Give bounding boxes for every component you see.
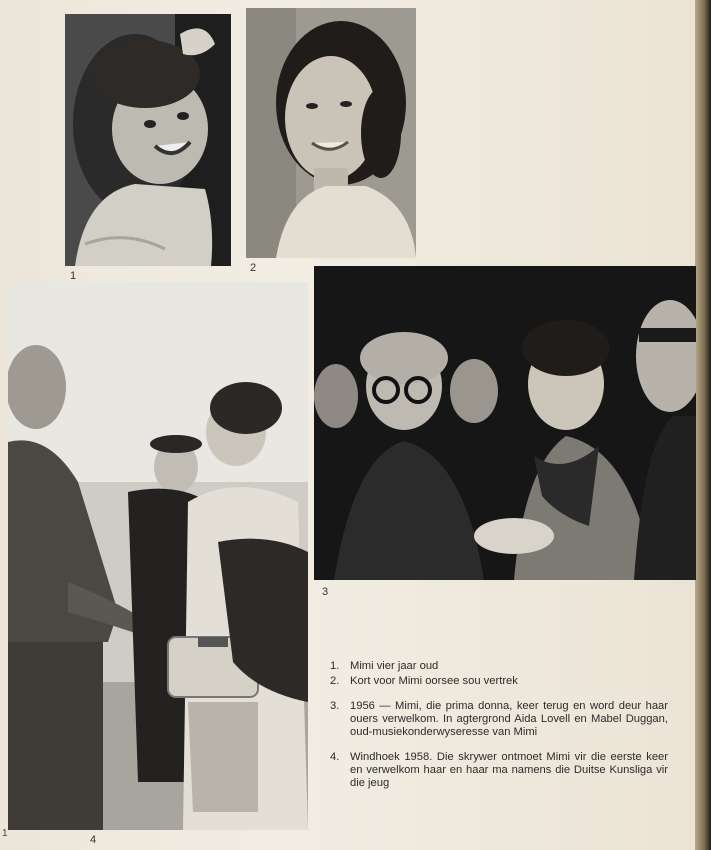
photo-woman-portrait — [246, 8, 416, 258]
book-spine — [695, 0, 711, 850]
photo-child — [65, 14, 231, 266]
figure-number-3: 3 — [322, 586, 329, 598]
photo-airport-greeting — [8, 282, 308, 830]
caption-list — [330, 660, 668, 792]
caption-text: Windhoek 1958. Die skrywer ontmoet Mimi vir die eerste keer en verwelkom haar en haar ma namens die Duitse Kunsliga vir die jeug — [350, 751, 668, 789]
figure-number-2: 2 — [250, 262, 257, 274]
caption-text: 1956 — Mimi, die prima donna, keer terug en word deur haar ouers verwelkom. In agtergrond Aida Lovell en Mabel Duggan, oud-musiekonderwyseresse van Mimi — [350, 700, 668, 738]
caption-text: Kort voor Mimi oorsee sou vertrek — [350, 675, 518, 687]
caption-item — [330, 675, 668, 688]
caption-number: 3. — [330, 700, 340, 712]
figure-number-4: 4 — [90, 834, 97, 846]
caption-item — [330, 660, 668, 673]
caption-number: 4. — [330, 751, 340, 763]
caption-number: 2. — [330, 675, 340, 687]
page-edge-mark: 1 — [2, 828, 8, 839]
photo-group-welcome — [314, 266, 696, 580]
caption-text: Mimi vier jaar oud — [350, 660, 439, 672]
caption-number: 1. — [330, 660, 340, 672]
figure-number-1: 1 — [70, 270, 77, 282]
caption-item — [330, 751, 668, 790]
caption-item — [330, 700, 668, 739]
